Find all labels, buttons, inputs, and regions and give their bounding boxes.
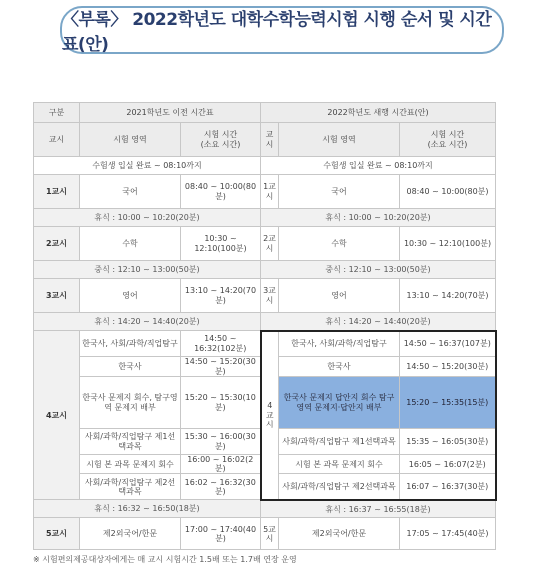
p4-left-3-time: 15:30 ~ 16:00(30분) (181, 429, 261, 455)
p4-left-3-area: 사회/과학/직업탐구 제1선택과목 (80, 429, 181, 455)
p5-area-left: 제2외국어/한문 (80, 518, 181, 550)
period-4-left: 4교시 (34, 331, 80, 500)
p3-time-left: 13:10 ~ 14:20(70분) (181, 279, 261, 313)
p4-right-4-area: 시험 본 과목 문제지 회수 (279, 455, 400, 474)
p5-time-right: 17:05 ~ 17:45(40분) (400, 518, 496, 550)
p2-area-right: 수학 (279, 227, 400, 261)
p4-right-5-area: 사회/과학/직업탐구 제2선택과목 (279, 474, 400, 500)
break-4-right: 휴식 : 16:37 ~ 16:55(18분) (261, 500, 496, 518)
period-header-right: 교시 (261, 123, 279, 157)
p4-left-2-time: 15:20 ~ 15:30(10분) (181, 377, 261, 429)
p4-right-1-time: 14:50 ~ 15:20(30분) (400, 357, 496, 377)
break-4-left: 휴식 : 16:32 ~ 16:50(18분) (34, 500, 261, 518)
area-header-right: 시험 영역 (279, 123, 400, 157)
period-header: 교시 (34, 123, 80, 157)
p4-right-3-time: 15:35 ~ 16:05(30분) (400, 429, 496, 455)
p4-left-0-time: 14:50 ~ 16:32(102분) (181, 331, 261, 357)
period-2-right: 2교시 (261, 227, 279, 261)
p5-area-right: 제2외국어/한문 (279, 518, 400, 550)
category-header: 구분 (34, 103, 80, 123)
header-2021: 2021학년도 이전 시간표 (80, 103, 261, 123)
area-header-left: 시험 영역 (80, 123, 181, 157)
arrival-right: 수험생 입실 완료 ~ 08:10까지 (261, 157, 496, 175)
p1-area-right: 국어 (279, 175, 400, 209)
time-header-left: 시험 시간 (소요 시간) (181, 123, 261, 157)
break-1-left: 휴식 : 10:00 ~ 10:20(20분) (34, 209, 261, 227)
p4-left-5-time: 16:02 ~ 16:32(30분) (181, 474, 261, 500)
p3-area-left: 영어 (80, 279, 181, 313)
break-2-right: 중식 : 12:10 ~ 13:00(50분) (261, 261, 496, 279)
p5-time-left: 17:00 ~ 17:40(40분) (181, 518, 261, 550)
p4-right-0-area: 한국사, 사회/과학/직업탐구 (279, 331, 400, 357)
period-5-right: 5교시 (261, 518, 279, 550)
p4-left-1-area: 한국사 (80, 357, 181, 377)
period-3-left: 3교시 (34, 279, 80, 313)
p4-left-4-time: 16:00 ~ 16:02(2분) (181, 455, 261, 474)
p4-left-5-area: 사회/과학/직업탐구 제2선택과목 (80, 474, 181, 500)
p1-time-left: 08:40 ~ 10:00(80분) (181, 175, 261, 209)
p4-right-2-area: 한국사 문제지 답안지 회수 탐구영역 문제지·답안지 배부 (279, 377, 400, 429)
p4-right-0-time: 14:50 ~ 16:37(107분) (400, 331, 496, 357)
p4-right-5-time: 16:07 ~ 16:37(30분) (400, 474, 496, 500)
period-2-left: 2교시 (34, 227, 80, 261)
break-1-right: 휴식 : 10:00 ~ 10:20(20분) (261, 209, 496, 227)
p4-left-0-area: 한국사, 사회/과학/직업탐구 (80, 331, 181, 357)
p4-right-2-time: 15:20 ~ 15:35(15분) (400, 377, 496, 429)
schedule-table (33, 102, 497, 550)
p4-left-4-area: 시험 본 과목 문제지 회수 (80, 455, 181, 474)
break-3-right: 휴식 : 14:20 ~ 14:40(20분) (261, 313, 496, 331)
arrival-left: 수험생 입실 완료 ~ 08:10까지 (34, 157, 261, 175)
period-1-left: 1교시 (34, 175, 80, 209)
period-3-right: 3교시 (261, 279, 279, 313)
p2-time-right: 10:30 ~ 12:10(100분) (400, 227, 496, 261)
p1-area-left: 국어 (80, 175, 181, 209)
p4-left-1-time: 14:50 ~ 15:20(30분) (181, 357, 261, 377)
header-2022: 2022학년도 새행 시간표(안) (261, 103, 496, 123)
period-5-left: 5교시 (34, 518, 80, 550)
page-title: 〈부록〉 2022학년도 대학수학능력시험 시행 순서 및 시간표(안) (60, 6, 504, 54)
footnote: ※ 시험편의제공대상자에게는 매 교시 시험시간 1.5배 또는 1.7배 연장 운영 (33, 555, 297, 564)
break-3-left: 휴식 : 14:20 ~ 14:40(20분) (34, 313, 261, 331)
period-4-right: 4교시 (261, 331, 279, 500)
p4-right-4-time: 16:05 ~ 16:07(2분) (400, 455, 496, 474)
p4-right-3-area: 사회/과학/직업탐구 제1선택과목 (279, 429, 400, 455)
period-1-right: 1교시 (261, 175, 279, 209)
p3-area-right: 영어 (279, 279, 400, 313)
p3-time-right: 13:10 ~ 14:20(70분) (400, 279, 496, 313)
p1-time-right: 08:40 ~ 10:00(80분) (400, 175, 496, 209)
time-header-right: 시험 시간 (소요 시간) (400, 123, 496, 157)
p2-time-left: 10:30 ~ 12:10(100분) (181, 227, 261, 261)
break-2-left: 중식 : 12:10 ~ 13:00(50분) (34, 261, 261, 279)
p4-left-2-area: 한국사 문제지 회수, 탐구영역 문제지 배부 (80, 377, 181, 429)
p2-area-left: 수학 (80, 227, 181, 261)
p4-right-1-area: 한국사 (279, 357, 400, 377)
